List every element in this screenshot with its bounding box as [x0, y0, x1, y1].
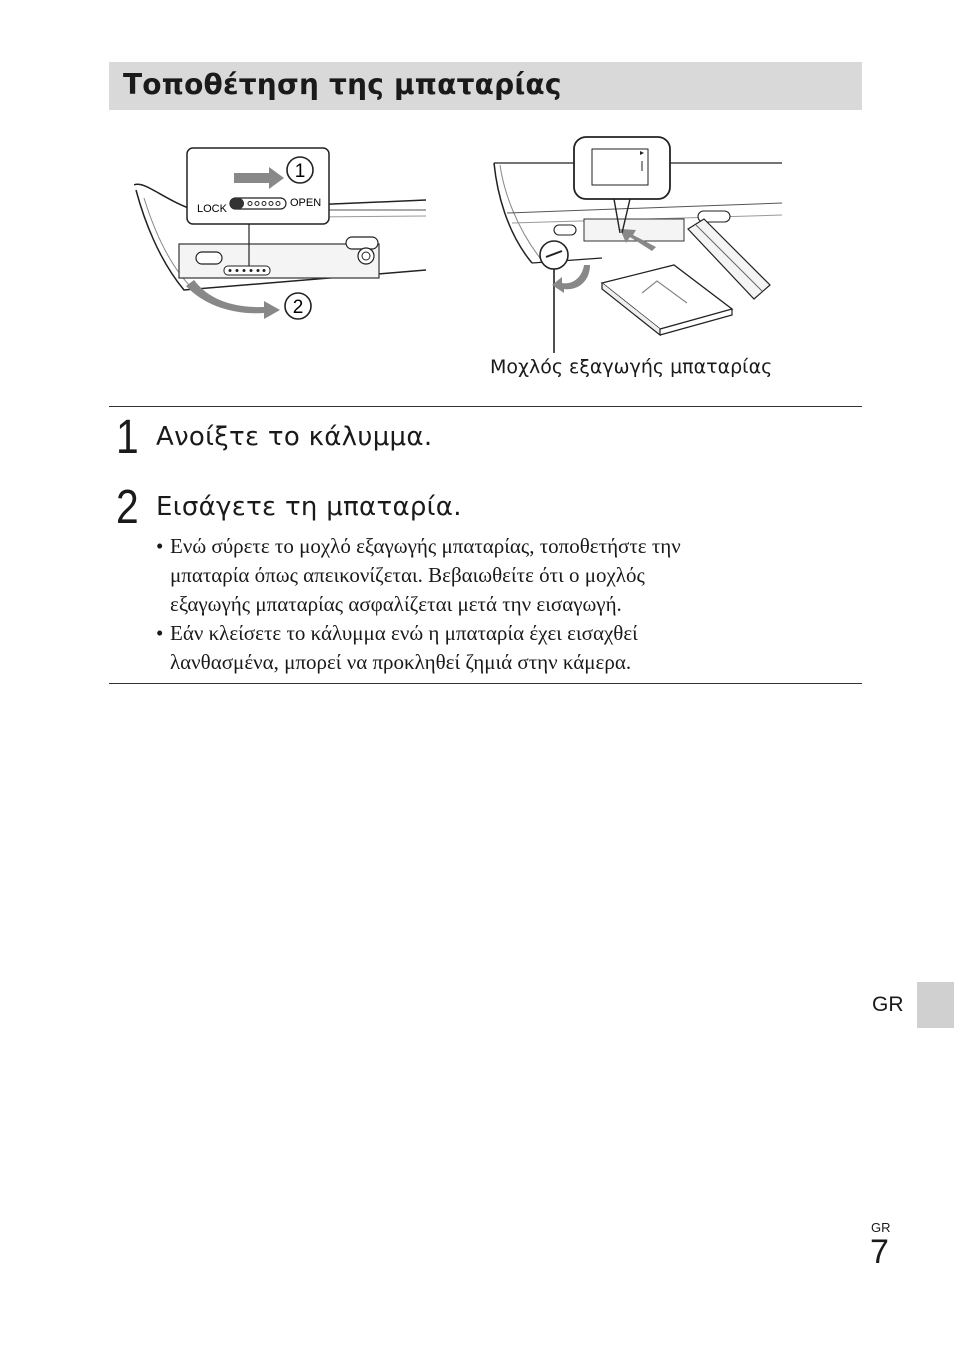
step-number: 2	[116, 481, 139, 534]
divider-bottom	[109, 683, 862, 684]
note-item	[156, 619, 846, 677]
open-label: OPEN	[290, 197, 322, 209]
page-number: 7	[870, 1233, 889, 1271]
note-line: Ενώ σύρετε το μοχλό εξαγωγής μπαταρίας, τοποθετήστε την	[170, 534, 681, 558]
language-tab-label: GR	[872, 993, 904, 1016]
note-line: Εάν κλείσετε το κάλυμμα ενώ η μπαταρία έχει εισαχθεί	[170, 621, 638, 645]
marker-1: 1	[294, 161, 306, 182]
bullet: •	[156, 534, 164, 558]
section-title: Τοποθέτηση της μπαταρίας	[123, 68, 562, 101]
insert-battery-illustration	[492, 133, 784, 353]
language-tab	[917, 982, 954, 1028]
step-text: Εισάγετε τη μπαταρία.	[156, 492, 462, 522]
step-text: Ανοίξτε το κάλυμμα.	[156, 422, 433, 452]
note-line: λανθασμένα, μπορεί να προκληθεί ζημιά στην κάμερα.	[170, 650, 632, 674]
open-cover-illustration	[134, 140, 426, 330]
notes-list	[156, 532, 846, 677]
marker-2: 2	[292, 297, 304, 318]
divider-top	[109, 406, 862, 407]
note-item	[156, 532, 846, 619]
note-line: μπαταρία όπως απεικονίζεται. Βεβαιωθείτε ότι ο μοχλός	[170, 563, 645, 587]
lock-label: LOCK	[197, 203, 227, 215]
step-number: 1	[116, 411, 139, 464]
page-language-superscript: GR	[871, 1220, 891, 1235]
battery-lever-caption: Μοχλός εξαγωγής μπαταρίας	[490, 356, 773, 378]
note-line: εξαγωγής μπαταρίας ασφαλίζεται μετά την εισαγωγή.	[170, 592, 622, 616]
bullet: •	[156, 621, 164, 645]
section-title-bar	[109, 62, 862, 110]
